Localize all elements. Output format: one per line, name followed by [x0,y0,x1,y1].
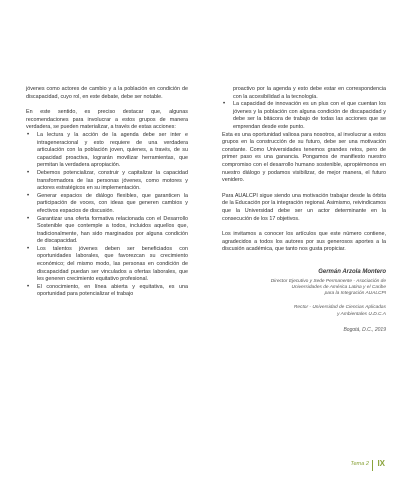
affiliation-line: y Ambientales U.D.C.A [337,311,386,317]
section-label: Tema 2 [350,461,369,467]
paragraph: Esta es una oportunidad valiosa para nosotros, al involucrar a estos grupos en la construcción de su futuro, debe ser una motivación constante. Como Universidades tenemos grandes retos, pero de primer paso es una ganancia. Pongamos de manifiesto nuestro compromiso con el desarrollo humano sostenible, apropiémonos en nuestro diálogo y podamos visibilizar, de mejor manera, el futuro venidero. [222,131,386,184]
affiliation-line: Rector - Universidad de Ciencias Aplicadas [293,305,386,311]
list-item: • La lectura y la acción de la agenda debe ser inter e intrageneracional y esto requiere de una verdadera articulación con la población joven, quienes, a través, de su capacidad proactiva, lograrán movilizar herramientas, que permitan la verdadera apropiación. [26,132,188,170]
signatory-affiliation [222,305,386,317]
right-column [222,86,386,333]
recommendations-list [26,132,188,299]
signatory-name: Germán Arzola Montero [318,268,386,275]
left-column [26,86,188,299]
signature-date: Bogotá, D.C., 2019 [343,326,386,333]
list-item: • Debemos potencializar, construir y capitalizar la capacidad transformadora de las personas jóvenes, como motores y actores estratégicos en su implementación. [26,170,188,193]
paragraph: Los invitamos a conocer los artículos que este número contiene, agradecidos a todos los autores por sus generosos aportes a la discusión académica, que tanto nos gusta propiciar. [222,231,386,253]
list-item: • La capacidad de innovación es un plus con el que cuentan los jóvenes y la población con alguna condición de discapacidad y debe ser la bitácora de trabajo de todas las acciones que se emprendan desde este punto. [222,101,386,131]
list-item: • Generar espacios de diálogo flexibles, que garanticen la participación de voces, con ideas que generen cambios y efectivos espacios de discusión. [26,193,188,216]
footer-divider [372,460,373,471]
list-item: • Garantizar una oferta formativa relacionada con el Desarrollo Sostenible que contemple a todos, incluidos aquellos que, tradicionalmente, han sido marginados por alguna condición de discapacidad. [26,216,188,246]
role-line: Universidades de América Latina y el Caribe [291,285,386,291]
role-line: para la Integración AUALCPI [324,291,386,297]
list-item: • Los talentos jóvenes deben ser beneficiados con oportunidades laborales, que favorezcan su crecimiento económico; del mismo modo, las personas en condición de discapacidad puedan ser vinculados a ofertas laborales, que les generen crecimiento equitativo profesional. [26,246,188,284]
paragraph: En este sentido, es preciso destacar que, algunas recomendaciones para involucrar a estos grupos de manera verdadera, se pueden materializar, a través de estas acciones: [26,109,188,131]
role-line: Director Ejecutivo y Sede Permanente - Asociación de [270,278,386,284]
signatory-role [222,279,386,298]
list-item: • El conocimiento, en línea abierta y equitativa, es una oportunidad para potencializar el trabajo [26,284,188,299]
paragraph: Para AUALCPI sigue siendo una motivación trabajar desde la órbita de la Educación por la integración regional. Asimismo, reivindicamos que la Universidad debe ser un actor determinante en la consecución de los 17 objetivos. [222,192,386,222]
recommendations-list-continued [222,101,386,131]
signature-block [222,268,386,334]
paragraph: jóvenes como actores de cambio y a la población en condición de discapacidad, cuyo rol, en este debate, debe ser notable. [26,86,188,100]
paragraph-continuation: proactivo por la agenda y esto debe estar en correspondencia con la accesibilidad a la tecnología. [233,86,386,100]
page-number: IX [377,459,385,468]
